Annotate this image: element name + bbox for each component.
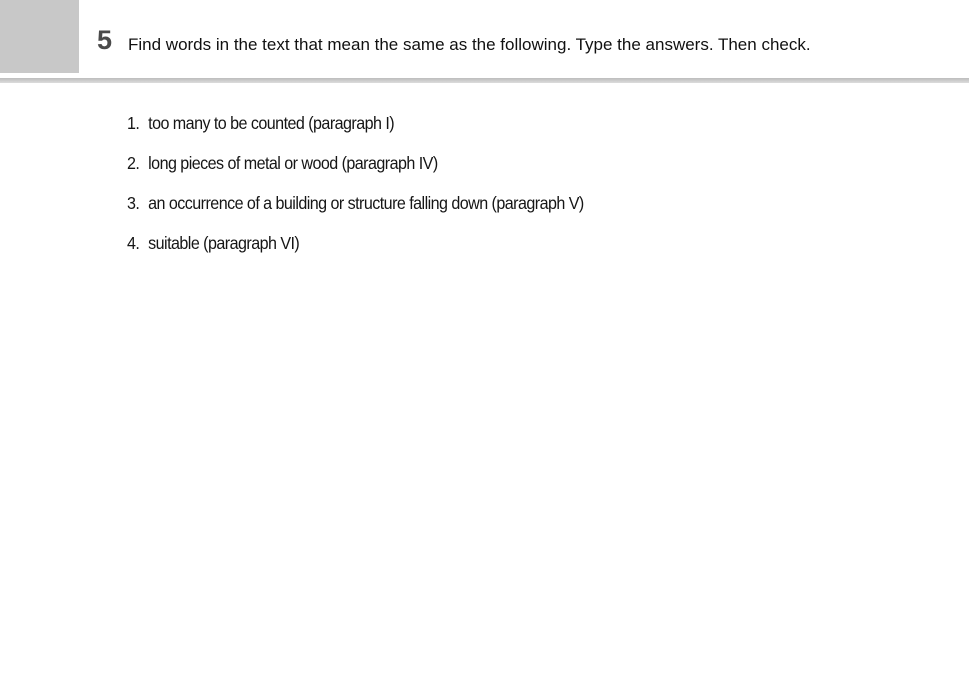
question-item-3 — [127, 191, 584, 231]
question-text: suitable (paragraph VI) — [148, 233, 300, 253]
exercise-number: 5 — [97, 25, 113, 55]
question-number: 2. — [127, 153, 140, 173]
question-number: 4. — [127, 233, 140, 253]
question-text: too many to be counted (paragraph I) — [148, 113, 395, 133]
question-item-2 — [127, 151, 584, 191]
header-corner-block — [0, 0, 79, 73]
question-number: 3. — [127, 193, 140, 213]
question-item-4 — [127, 231, 584, 271]
question-text: long pieces of metal or wood (paragraph IV) — [148, 153, 438, 173]
question-number: 1. — [127, 113, 140, 133]
question-list — [127, 111, 623, 271]
question-text: an occurrence of a building or structure falling down (paragraph V) — [148, 193, 584, 213]
exercise-instruction: Find words in the text that mean the same as the following. Type the answers. Then check. — [128, 35, 811, 54]
exercise-header — [0, 0, 969, 78]
header-divider — [0, 78, 969, 83]
question-item-1 — [127, 111, 584, 151]
